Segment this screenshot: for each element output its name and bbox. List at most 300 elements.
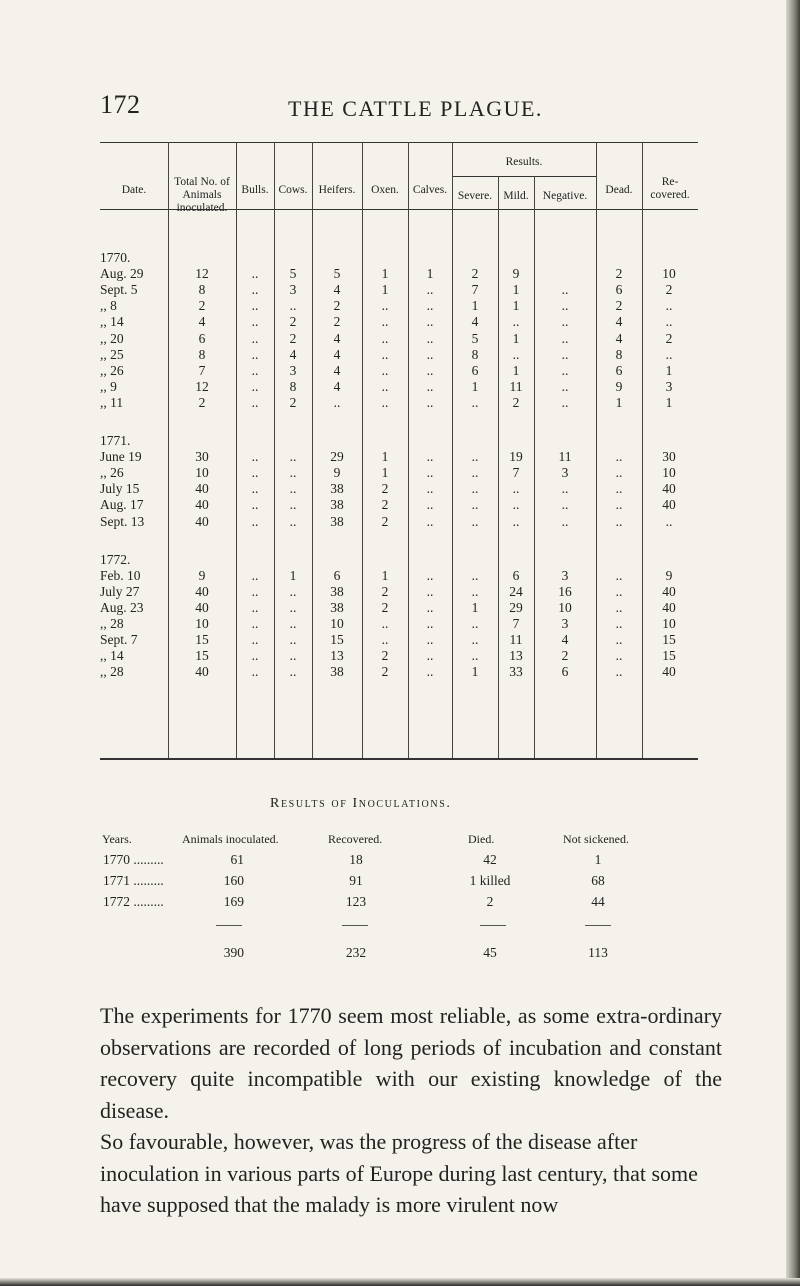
- summary-year: [103, 894, 164, 910]
- cell-bulls: ..: [251, 298, 259, 314]
- cell-calves: ..: [426, 497, 434, 513]
- cell-negative: ..: [561, 298, 569, 314]
- cell-negative: ..: [561, 378, 569, 394]
- cell-heifers: 2: [333, 298, 341, 314]
- cell-oxen: ..: [381, 632, 389, 648]
- cell-mild: ..: [512, 314, 520, 330]
- cell-heifers: 38: [330, 481, 344, 497]
- cell-negative: ..: [561, 346, 569, 362]
- header-severe: Severe.: [457, 190, 493, 202]
- cell-heifers: 4: [333, 378, 341, 394]
- cell-cows: 8: [289, 378, 297, 394]
- cell-recovered: 1: [665, 394, 673, 410]
- year-heading: 1770.: [100, 250, 131, 265]
- cell-dead: ..: [615, 465, 623, 481]
- cell-bulls: ..: [251, 664, 259, 680]
- cell-recovered: 10: [662, 266, 676, 282]
- cell-oxen: 1: [381, 567, 389, 583]
- summary-title-initial2: I: [352, 796, 359, 811]
- cell-date: June 19: [100, 449, 142, 465]
- cell-calves: ..: [426, 583, 434, 599]
- cell-recovered: 2: [665, 330, 673, 346]
- cell-negative: ..: [561, 497, 569, 513]
- cell-total: 10: [195, 616, 209, 631]
- cell-date: ,, 25: [100, 346, 124, 362]
- cell-oxen: 2: [381, 599, 389, 615]
- cell-dead: 6: [615, 282, 623, 298]
- cell-date: ,, 26: [100, 465, 124, 481]
- results-subcolumn-rule: [534, 176, 535, 758]
- cell-cows: 2: [289, 330, 297, 346]
- cell-dead: ..: [615, 648, 623, 664]
- cell-oxen: 2: [381, 513, 389, 529]
- summary-inoculated: 160: [223, 873, 244, 888]
- cell-heifers: 6: [333, 567, 341, 583]
- cell-dead: ..: [615, 599, 623, 615]
- cell-heifers: 4: [333, 282, 341, 298]
- cell-date: Feb. 10: [100, 567, 141, 583]
- cell-cows: ..: [289, 481, 297, 497]
- cell-mild: 33: [509, 664, 523, 680]
- running-head: THE CATTLE PLAGUE.: [288, 96, 543, 121]
- cell-dead: ..: [615, 632, 623, 648]
- cell-cows: ..: [289, 497, 297, 513]
- cell-negative: 3: [561, 567, 569, 583]
- cell-date: ,, 14: [100, 648, 124, 664]
- cell-negative: ..: [561, 394, 569, 410]
- cell-mild: 13: [509, 648, 523, 664]
- body-paragraph: [100, 1000, 722, 1126]
- cell-calves: ..: [426, 616, 434, 631]
- cell-heifers: 29: [330, 449, 344, 465]
- total-inoculated: 390: [223, 945, 244, 960]
- cell-cows: ..: [289, 616, 297, 631]
- column-rule: [596, 142, 597, 758]
- cell-severe: 1: [471, 599, 479, 615]
- cell-heifers: 4: [333, 362, 341, 378]
- cell-total: 40: [195, 599, 209, 615]
- cell-severe: 7: [471, 282, 479, 298]
- inoculation-table: [100, 142, 790, 760]
- cell-recovered: 40: [662, 599, 676, 615]
- cell-total: 30: [195, 449, 209, 465]
- cell-mild: 29: [509, 599, 523, 615]
- header-oxen: Oxen.: [371, 184, 399, 196]
- column-rule: [274, 142, 275, 758]
- cell-recovered: 40: [662, 481, 676, 497]
- year-heading: 1772.: [100, 551, 131, 567]
- cell-calves: ..: [426, 362, 434, 378]
- cell-calves: ..: [426, 298, 434, 314]
- cell-calves: ..: [426, 314, 434, 330]
- summary-recovered: 18: [349, 852, 363, 867]
- cell-oxen: ..: [381, 314, 389, 330]
- cell-total: 40: [195, 664, 209, 680]
- cell-bulls: ..: [251, 282, 259, 298]
- summary-title: [270, 796, 451, 812]
- cell-recovered: 15: [662, 632, 676, 648]
- cell-total: 8: [198, 346, 206, 362]
- cell-severe: 6: [471, 362, 479, 378]
- cell-bulls: ..: [251, 449, 259, 465]
- cell-negative: 10: [558, 599, 572, 615]
- cell-heifers: 15: [330, 632, 344, 648]
- cell-oxen: ..: [381, 616, 389, 631]
- cell-heifers: 10: [330, 616, 344, 631]
- cell-bulls: ..: [251, 266, 259, 282]
- summary-not-sickened: 44: [591, 894, 605, 909]
- cell-mild: 6: [512, 567, 520, 583]
- cell-severe: 1: [471, 664, 479, 680]
- cell-dead: 2: [615, 266, 623, 282]
- cell-mild: 1: [512, 298, 520, 314]
- cell-negative: 6: [561, 664, 569, 680]
- cell-total: 40: [195, 513, 209, 529]
- summary-died: 1 killed: [469, 873, 511, 888]
- cell-cows: ..: [289, 599, 297, 615]
- cell-heifers: 9: [333, 465, 341, 481]
- total-died: 45: [483, 945, 497, 960]
- cell-negative: 3: [561, 465, 569, 481]
- cell-bulls: ..: [251, 378, 259, 394]
- cell-cows: ..: [289, 583, 297, 599]
- cell-total: 6: [198, 330, 206, 346]
- total-rule: [216, 925, 242, 926]
- summary-title-part2: noculations.: [358, 796, 452, 811]
- cell-oxen: 2: [381, 497, 389, 513]
- cell-oxen: 2: [381, 664, 389, 680]
- cell-severe: ..: [471, 481, 479, 497]
- cell-total: 12: [195, 266, 209, 282]
- cell-dead: ..: [615, 567, 623, 583]
- summary-inoculated: 169: [223, 894, 244, 909]
- cell-negative: ..: [561, 314, 569, 330]
- cell-date: ,, 8: [100, 298, 117, 314]
- cell-date: July 27: [100, 583, 140, 599]
- cell-severe: ..: [471, 632, 479, 648]
- cell-bulls: ..: [251, 648, 259, 664]
- header-date: Date.: [121, 184, 147, 196]
- cell-severe: ..: [471, 567, 479, 583]
- cell-bulls: ..: [251, 513, 259, 529]
- cell-mild: 9: [512, 266, 520, 282]
- cell-bulls: ..: [251, 465, 259, 481]
- cell-oxen: 2: [381, 481, 389, 497]
- cell-cows: ..: [289, 449, 297, 465]
- cell-negative: ..: [561, 513, 569, 529]
- column-rule: [408, 142, 409, 758]
- cell-calves: ..: [426, 481, 434, 497]
- cell-negative: ..: [561, 330, 569, 346]
- cell-heifers: 38: [330, 513, 344, 529]
- total-recovered: 232: [345, 945, 367, 960]
- cell-bulls: ..: [251, 362, 259, 378]
- cell-mild: 7: [512, 616, 520, 631]
- cell-mild: 2: [512, 394, 520, 410]
- cell-recovered: 40: [662, 497, 676, 513]
- body-paragraph-2: [100, 1126, 722, 1221]
- cell-bulls: ..: [251, 394, 259, 410]
- year-heading: 1771.: [100, 433, 131, 448]
- cell-heifers: 38: [330, 664, 344, 680]
- cell-mild: ..: [512, 497, 520, 513]
- cell-severe: ..: [471, 616, 479, 631]
- cell-mild: 1: [512, 330, 520, 346]
- cell-mild: ..: [512, 346, 520, 362]
- summary-died: 42: [483, 852, 497, 867]
- cell-negative: ..: [561, 282, 569, 298]
- cell-bulls: ..: [251, 583, 259, 599]
- header-recovered: Re-covered.: [650, 176, 690, 201]
- cell-cows: 2: [289, 394, 297, 410]
- cell-heifers: 38: [330, 497, 344, 513]
- cell-cows: 3: [289, 362, 297, 378]
- cell-total: 40: [195, 583, 209, 599]
- cell-severe: 1: [471, 298, 479, 314]
- cell-severe: ..: [471, 449, 479, 465]
- summary-year: [103, 873, 164, 889]
- summary-not-sickened: 68: [591, 873, 605, 888]
- cell-severe: 2: [471, 266, 479, 282]
- results-rule: [452, 176, 596, 177]
- cell-mild: ..: [512, 481, 520, 497]
- cell-dead: 6: [615, 362, 623, 378]
- cell-heifers: 38: [330, 583, 344, 599]
- cell-cows: 3: [289, 282, 297, 298]
- cell-heifers: 4: [333, 330, 341, 346]
- cell-dead: 4: [615, 314, 623, 330]
- header-bulls: Bulls.: [241, 184, 269, 196]
- cell-recovered: ..: [665, 314, 673, 330]
- header-calves: Calves.: [412, 184, 448, 196]
- cell-total: 40: [195, 481, 209, 497]
- cell-calves: ..: [426, 378, 434, 394]
- header-heifers: Heifers.: [318, 184, 356, 196]
- cell-oxen: ..: [381, 330, 389, 346]
- cell-dead: ..: [615, 497, 623, 513]
- cell-dead: 4: [615, 330, 623, 346]
- cell-date: ,, 28: [100, 616, 124, 631]
- header-cows: Cows.: [278, 184, 308, 196]
- cell-negative: 4: [561, 632, 569, 648]
- summary-header-recovered: Recovered.: [328, 832, 383, 846]
- cell-total: 8: [198, 282, 206, 298]
- cell-recovered: 40: [662, 664, 676, 680]
- header-results: Results.: [505, 156, 543, 168]
- total-rule: [342, 925, 368, 926]
- cell-oxen: ..: [381, 394, 389, 410]
- cell-severe: 8: [471, 346, 479, 362]
- cell-date: Sept. 5: [100, 282, 138, 298]
- cell-recovered: 1: [665, 362, 673, 378]
- cell-negative: 11: [558, 449, 572, 465]
- total-rule: [480, 925, 506, 926]
- cell-dead: 9: [615, 378, 623, 394]
- cell-recovered: 10: [662, 616, 676, 631]
- cell-mild: 7: [512, 465, 520, 481]
- cell-oxen: ..: [381, 378, 389, 394]
- header-mild: Mild.: [503, 190, 529, 202]
- page-number: 172: [100, 90, 141, 119]
- page-edge-shadow: [786, 0, 800, 1286]
- summary-inoculated: 61: [230, 852, 244, 867]
- cell-oxen: 1: [381, 266, 389, 282]
- cell-cows: ..: [289, 632, 297, 648]
- cell-severe: ..: [471, 583, 479, 599]
- summary-died: 2: [486, 894, 494, 909]
- column-rule: [236, 142, 237, 758]
- cell-calves: ..: [426, 648, 434, 664]
- table-top-rule: [100, 142, 698, 143]
- summary-year: [103, 852, 164, 868]
- cell-heifers: 38: [330, 599, 344, 615]
- cell-bulls: ..: [251, 497, 259, 513]
- cell-total: 7: [198, 362, 206, 378]
- cell-bulls: ..: [251, 632, 259, 648]
- cell-cows: 1: [289, 567, 297, 583]
- cell-recovered: 3: [665, 378, 673, 394]
- cell-negative: 16: [558, 583, 572, 599]
- paragraph-2: So favourable, however, was the progress of the disease after inoculation in various parts of Europe during last century, that some have supposed that the malady is more virulent now: [100, 1129, 698, 1217]
- column-rule: [362, 142, 363, 758]
- cell-calves: ..: [426, 599, 434, 615]
- cell-heifers: 4: [333, 346, 341, 362]
- cell-negative: ..: [561, 481, 569, 497]
- cell-cows: ..: [289, 298, 297, 314]
- cell-calves: 1: [426, 266, 434, 282]
- cell-calves: ..: [426, 664, 434, 680]
- cell-oxen: ..: [381, 362, 389, 378]
- cell-date: ,, 14: [100, 314, 124, 330]
- cell-dead: ..: [615, 481, 623, 497]
- dot-leader: .........: [130, 852, 164, 867]
- cell-dead: 1: [615, 394, 623, 410]
- summary-year-value: 1772: [103, 894, 130, 909]
- cell-oxen: 2: [381, 583, 389, 599]
- summary-year-value: 1770: [103, 852, 130, 867]
- cell-heifers: ..: [333, 394, 341, 410]
- cell-calves: ..: [426, 282, 434, 298]
- cell-date: ,, 28: [100, 664, 124, 680]
- cell-negative: 2: [561, 648, 569, 664]
- cell-date: ,, 11: [100, 394, 124, 410]
- cell-cows: ..: [289, 465, 297, 481]
- cell-calves: ..: [426, 330, 434, 346]
- results-subcolumn-rule: [498, 176, 499, 758]
- summary-header-inoculated: Animals inoculated.: [182, 832, 279, 846]
- cell-heifers: 2: [333, 314, 341, 330]
- cell-date: Aug. 23: [100, 599, 144, 615]
- summary-header-years: Years.: [102, 832, 132, 846]
- cell-cows: ..: [289, 664, 297, 680]
- cell-mild: 11: [509, 632, 523, 648]
- cell-date: Aug. 17: [100, 497, 144, 513]
- cell-dead: ..: [615, 583, 623, 599]
- cell-severe: ..: [471, 465, 479, 481]
- cell-cows: ..: [289, 513, 297, 529]
- column-rule: [312, 142, 313, 758]
- cell-oxen: 1: [381, 449, 389, 465]
- total-not-sickened: 113: [588, 945, 608, 960]
- cell-dead: 8: [615, 346, 623, 362]
- cell-mild: 19: [509, 449, 523, 465]
- cell-cows: 5: [289, 266, 297, 282]
- cell-total: 40: [195, 497, 209, 513]
- summary-not-sickened: 1: [594, 852, 602, 867]
- cell-calves: ..: [426, 346, 434, 362]
- cell-bulls: ..: [251, 599, 259, 615]
- summary-year-value: 1771: [103, 873, 130, 888]
- cell-bulls: ..: [251, 346, 259, 362]
- summary-recovered: 91: [349, 873, 363, 888]
- cell-heifers: 13: [330, 648, 344, 664]
- cell-total: 15: [195, 632, 209, 648]
- cell-oxen: 2: [381, 648, 389, 664]
- cell-recovered: ..: [665, 298, 673, 314]
- cell-date: Sept. 7: [100, 632, 138, 648]
- cell-dead: ..: [615, 616, 623, 631]
- cell-negative: ..: [561, 362, 569, 378]
- cell-total: 10: [195, 465, 209, 481]
- cell-bulls: ..: [251, 330, 259, 346]
- column-rule: [168, 142, 169, 758]
- cell-mild: 1: [512, 362, 520, 378]
- page-bottom-edge: [0, 1278, 800, 1286]
- cell-date: ,, 20: [100, 330, 124, 346]
- paragraph-1: The experiments for 1770 seem most reliable, as some extra-ordinary observations are recorded of long periods of incubation and constant recovery quite incompatible with our existing knowledge of the disease.: [100, 1003, 722, 1123]
- cell-calves: ..: [426, 465, 434, 481]
- header-negative: Negative.: [542, 190, 588, 202]
- cell-date: ,, 26: [100, 362, 124, 378]
- summary-header-not-sickened: Not sickened.: [563, 832, 629, 846]
- cell-date: ,, 9: [100, 378, 117, 394]
- cell-severe: ..: [471, 394, 479, 410]
- cell-recovered: ..: [665, 513, 673, 529]
- cell-calves: ..: [426, 449, 434, 465]
- cell-calves: ..: [426, 567, 434, 583]
- cell-cows: ..: [289, 648, 297, 664]
- cell-recovered: ..: [665, 346, 673, 362]
- cell-recovered: 30: [662, 449, 676, 465]
- cell-mild: 24: [509, 583, 523, 599]
- table-bottom-rule: [100, 758, 698, 760]
- cell-bulls: ..: [251, 616, 259, 631]
- header-total: Total No. of Animals inoculated.: [174, 176, 230, 214]
- column-rule: [452, 142, 453, 758]
- cell-recovered: 40: [662, 583, 676, 599]
- cell-recovered: 10: [662, 465, 676, 481]
- cell-cows: 4: [289, 346, 297, 362]
- cell-date: Sept. 13: [100, 513, 145, 529]
- cell-date: July 15: [100, 481, 140, 497]
- cell-dead: 2: [615, 298, 623, 314]
- summary-header-died: Died.: [468, 832, 495, 846]
- cell-heifers: 5: [333, 266, 341, 282]
- total-rule: [585, 925, 611, 926]
- cell-bulls: ..: [251, 314, 259, 330]
- dot-leader: .........: [130, 894, 164, 909]
- cell-severe: 4: [471, 314, 479, 330]
- cell-dead: ..: [615, 449, 623, 465]
- cell-total: 2: [198, 394, 206, 410]
- summary-title-initial: R: [270, 796, 281, 811]
- cell-total: 4: [198, 314, 206, 330]
- cell-total: 2: [198, 298, 206, 314]
- cell-recovered: 15: [662, 648, 676, 664]
- cell-mild: ..: [512, 513, 520, 529]
- cell-mild: 11: [509, 378, 523, 394]
- summary-recovered: 123: [345, 894, 367, 909]
